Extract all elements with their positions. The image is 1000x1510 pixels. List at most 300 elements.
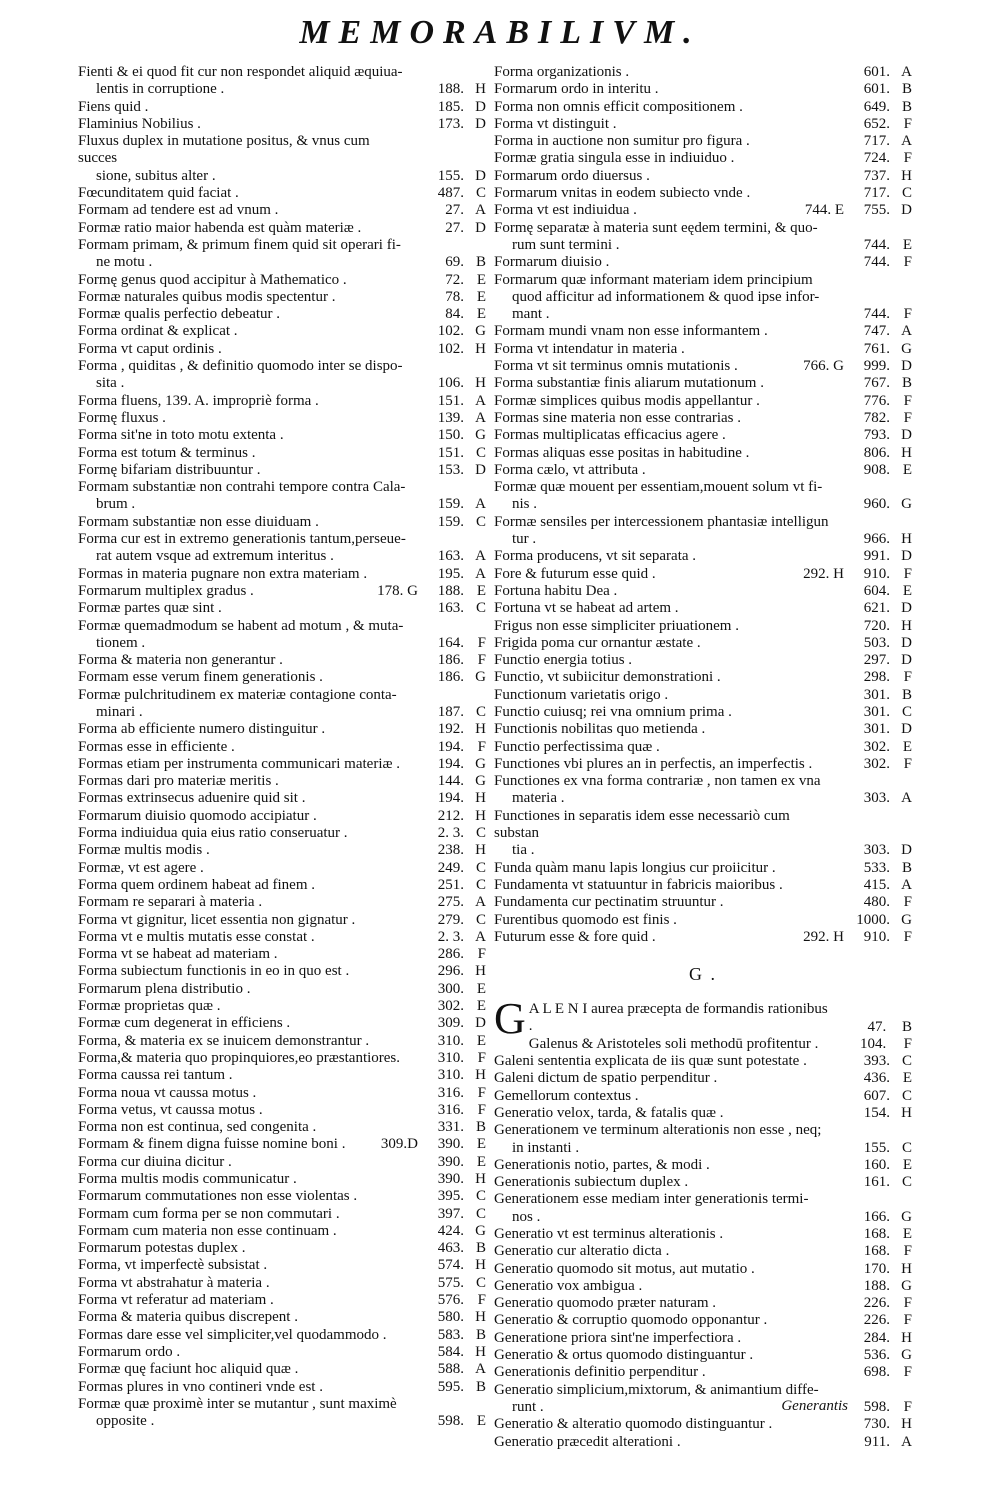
section-letter: E (902, 236, 912, 253)
section-letter: G (475, 427, 486, 444)
index-entry (78, 462, 486, 479)
index-entry (494, 116, 912, 133)
entry-text: Functio, vt subiicitur demonstrationi . (494, 669, 721, 686)
page-number: 910. (863, 565, 890, 582)
index-f-continued (494, 64, 912, 946)
index-entry (494, 1053, 912, 1070)
entry-text: Generationem ve terminum alterationis non esse , neq; (494, 1122, 822, 1139)
cross-reference: 309.D (380, 1136, 418, 1153)
index-entry (78, 1240, 486, 1257)
section-letter: F (477, 1292, 486, 1309)
page-number: 755. (863, 202, 890, 219)
index-entry (494, 358, 912, 375)
index-entry (78, 99, 486, 116)
entry-text: Fienti & ei quod fit cur non respondet aliquid æquiua- (78, 64, 403, 80)
section-letter: G (475, 773, 486, 790)
cross-reference: 178. G (377, 582, 418, 599)
entry-text: mant . (512, 306, 550, 323)
index-entry (78, 185, 486, 202)
entry-text: Futurum esse & fore quid . (494, 928, 656, 945)
entry-text: Fundamenta vt statuuntur in fabricis maioribus . (494, 876, 783, 893)
entry-text: Functio energia totius . (494, 652, 633, 669)
index-entry (494, 912, 912, 929)
index-entry (78, 1050, 486, 1067)
section-letter: D (475, 98, 486, 115)
index-entry (494, 272, 912, 324)
entry-text: Generatio cur alteratio dicta . (494, 1243, 670, 1260)
index-entry (78, 1033, 486, 1050)
page-number: 166. (863, 1208, 890, 1225)
page-number: 139. (437, 409, 464, 426)
entry-text: nos . (512, 1208, 541, 1225)
entry-text: Formarum commutationes non esse violentas . (78, 1188, 358, 1205)
section-letter: H (475, 790, 486, 807)
page-number: 160. (863, 1156, 890, 1173)
index-entry (78, 1257, 486, 1274)
page-number: 303. (863, 790, 890, 807)
section-letter: C (475, 703, 486, 720)
page-number: 188. (863, 1277, 890, 1294)
section-letter: A (901, 64, 912, 80)
page-number: 744. (863, 306, 890, 323)
section-letter: H (475, 340, 486, 357)
entry-text: Formas in materia pugnare non extra materiam . (78, 565, 368, 582)
index-entry (78, 1361, 486, 1378)
section-letter: C (475, 1274, 486, 1291)
index-entry (494, 1243, 912, 1260)
entry-text: A L E N I aurea præcepta de formandis rationibus . (528, 1001, 828, 1035)
page-number: 424. (437, 1222, 464, 1239)
index-entry (78, 825, 486, 842)
page-number: 84. (445, 306, 464, 323)
index-entry (494, 1382, 912, 1417)
page-number: 185. (437, 98, 464, 115)
entry-text: Forma in auctione non sumitur pro figura . (494, 133, 750, 150)
index-entry (78, 64, 486, 99)
page-number: 168. (863, 1243, 890, 1260)
entry-text: Forma & materia quibus discrepent . (78, 1309, 298, 1326)
index-entry (494, 1088, 912, 1105)
page-number: 652. (863, 115, 890, 132)
entry-text: Formam cum forma per se non commutari . (78, 1205, 340, 1222)
page-number: 395. (437, 1188, 464, 1205)
entry-text: Formæ proprietas quæ . (78, 998, 221, 1015)
entry-text: Formam primam, & primum finem quid sit operari fi- (78, 236, 401, 253)
index-entry (494, 756, 912, 773)
page-number: 186. (437, 652, 464, 669)
entry-text: Frigida poma cur ornantur æstate . (494, 634, 701, 651)
entry-text: Formas extrinsecus aduenire quid sit . (78, 790, 306, 807)
entry-text: ne motu . (96, 254, 153, 271)
index-entry (494, 994, 912, 1053)
page-number: 415. (863, 876, 890, 893)
page-number: 302. (863, 738, 890, 755)
entry-text: rum sunt termini . (512, 236, 620, 253)
section-letter: D (901, 358, 912, 375)
section-letter: H (475, 842, 486, 859)
index-entry (494, 566, 912, 583)
page-number: 607. (863, 1087, 890, 1104)
catchword: Generantis (781, 1398, 848, 1414)
entry-text: Formæ simplices quibus modis appellantur . (494, 392, 760, 409)
section-letter: E (902, 738, 912, 755)
page-number: 195. (437, 565, 464, 582)
index-entry (494, 81, 912, 98)
entry-text: Forma producens, vt sit separata . (494, 548, 697, 565)
page-number: 536. (863, 1347, 890, 1364)
section-letter: H (901, 444, 912, 461)
entry-text: Formarum ordo in interitu . (494, 81, 659, 98)
index-entry (494, 1364, 912, 1381)
cross-reference: 292. H (803, 565, 844, 582)
page-number: 744. (863, 236, 890, 253)
entry-text: Formę fluxus . (78, 409, 166, 426)
entry-text: Formæ cum degenerat in efficiens . (78, 1015, 291, 1032)
entry-text: Forma , quiditas , & definitio quomodo inter se dispo- (78, 358, 403, 375)
entry-text: Fore & futurum esse quid . (494, 565, 656, 582)
page-number: 188. (437, 81, 464, 98)
entry-text: Functio perfectissima quæ . (494, 738, 660, 755)
index-entry (494, 462, 912, 479)
page-number: 747. (863, 323, 890, 340)
index-entry (78, 272, 486, 289)
index-entry (494, 1312, 912, 1329)
section-letter: F (903, 1398, 912, 1415)
index-entry (494, 652, 912, 669)
index-entry (78, 445, 486, 462)
entry-text: Forma vt intendatur in materia . (494, 340, 685, 357)
entry-text: Formarum diuisio quomodo accipiatur . (78, 807, 317, 824)
section-letter: A (475, 548, 486, 565)
page-number: 310. (437, 1032, 464, 1049)
page-number: 310. (437, 1067, 464, 1084)
page-number: 154. (863, 1104, 890, 1121)
entry-text: Formas dari pro materiæ meritis . (78, 773, 279, 790)
index-entry (78, 1102, 486, 1119)
index-entry (78, 1154, 486, 1171)
page-number: 72. (445, 271, 464, 288)
entry-text: Formam & finem digna fuisse nomine boni . (78, 1136, 346, 1153)
page-number: 717. (863, 133, 890, 150)
entry-text: Generatio & ortus quomodo distinguantur . (494, 1347, 754, 1364)
entry-text: nis . (512, 496, 538, 513)
index-entry (78, 860, 486, 877)
index-entry (78, 531, 486, 566)
index-entry (78, 1015, 486, 1032)
cross-reference: 766. G (803, 358, 844, 375)
index-entry (78, 652, 486, 669)
entry-text: Functionis nobilitas quo metienda . (494, 721, 706, 738)
entry-text: tur . (512, 531, 537, 548)
index-entry (494, 669, 912, 686)
entry-text: Forma caussa rei tantum . (78, 1067, 233, 1084)
entry-text: Galeni sententia explicata de iis quæ sunt potestate . (494, 1053, 807, 1070)
section-letter: F (477, 1084, 486, 1101)
section-letter: A (475, 496, 486, 513)
page-number: 279. (437, 911, 464, 928)
page-number: 390. (437, 1171, 464, 1187)
page-number: 194. (437, 738, 464, 755)
entry-text: materia . (512, 790, 565, 807)
section-letter: A (901, 323, 912, 340)
page-number: 168. (863, 1226, 890, 1242)
entry-text: Fœcunditatem quid faciat . (78, 185, 239, 202)
index-entry (494, 1174, 912, 1191)
section-letter: F (903, 1243, 912, 1260)
section-letter: B (901, 1018, 912, 1035)
index-entry (494, 808, 912, 860)
section-letter: E (902, 1226, 912, 1242)
index-entry (78, 1119, 486, 1136)
index-entry (494, 168, 912, 185)
page-number: 584. (437, 1343, 464, 1360)
entry-text: Forma vt e multis mutatis esse constat . (78, 928, 315, 945)
entry-text: Generatio vt est terminus alterationis . (494, 1226, 724, 1242)
index-entry (78, 514, 486, 531)
index-entry (78, 116, 486, 133)
index-entry (78, 566, 486, 583)
entry-text: Forma organizationis . (494, 64, 630, 80)
entry-text: Forma subiectum functionis in eo in quo est . (78, 963, 350, 980)
section-letter: G (901, 340, 912, 357)
page-number: 436. (863, 1070, 890, 1087)
entry-text: Generatio vox ambigua . (494, 1277, 643, 1294)
index-entry (78, 1171, 486, 1188)
entry-text: Formas multiplicatas efficacius agere . (494, 427, 726, 444)
index-entry (494, 1347, 912, 1364)
entry-text: tionem . (96, 634, 146, 651)
index-entry (494, 64, 912, 81)
page-number: 601. (863, 81, 890, 98)
index-entry (494, 1157, 912, 1174)
index-entry (494, 618, 912, 635)
section-letter: H (901, 1416, 912, 1433)
page-number: 251. (437, 876, 464, 893)
index-entry (78, 600, 486, 617)
section-letter: B (901, 859, 912, 876)
section-letter: G (901, 1208, 912, 1225)
entry-text: Formas plures in vno contineri vnde est . (78, 1378, 323, 1395)
page-number: 776. (863, 392, 890, 409)
section-letter: F (903, 306, 912, 323)
section-letter: E (476, 1153, 486, 1170)
section-letter: F (903, 1035, 912, 1052)
page-number: 463. (437, 1240, 464, 1257)
index-entry (78, 427, 486, 444)
section-letter: E (476, 1032, 486, 1049)
entry-text: opposite . (96, 1413, 155, 1430)
section-letter: E (902, 461, 912, 478)
entry-text: Formæ quemadmodum se habent ad motum , & muta- (78, 617, 404, 634)
index-entry (494, 1278, 912, 1295)
index-entry (78, 756, 486, 773)
page-number: 331. (437, 1119, 464, 1136)
section-letter: G (901, 911, 912, 928)
page-number: 164. (437, 634, 464, 651)
section-letter: F (903, 254, 912, 271)
section-letter: H (475, 807, 486, 824)
section-letter: H (475, 375, 486, 392)
entry-text: Fortuna habitu Dea . (494, 582, 618, 599)
index-entry (494, 860, 912, 877)
section-letter: A (475, 409, 486, 426)
page-number: 533. (863, 859, 890, 876)
entry-text: Generationem esse mediam inter generationis termi- (494, 1191, 809, 1208)
index-entry (78, 306, 486, 323)
page-number: 2. 3. (437, 825, 464, 842)
entry-text: sione, subitus alter . (96, 167, 216, 184)
section-letter: C (475, 1188, 486, 1205)
index-entry (494, 341, 912, 358)
section-letter: F (477, 1101, 486, 1118)
section-letter: G (475, 323, 486, 340)
section-letter: C (475, 600, 486, 617)
entry-text: Fluxus duplex in mutatione positus, & vnus cum succes (78, 133, 370, 167)
index-entry (494, 894, 912, 911)
entry-text: rat autem vsque ad extremum interitus . (96, 548, 334, 565)
section-letter: F (477, 738, 486, 755)
index-entry (494, 548, 912, 565)
section-letter: C (901, 185, 912, 202)
section-letter: E (476, 582, 486, 599)
index-entry (78, 808, 486, 825)
page-number: 793. (863, 427, 890, 444)
entry-text: Forma substantiæ finis aliarum mutationum . (494, 375, 764, 392)
section-letter: G (901, 1277, 912, 1294)
section-letter: D (475, 461, 486, 478)
page-number: 194. (437, 790, 464, 807)
index-entry (78, 323, 486, 340)
entry-text: Formarum quæ informant materiam idem principium (494, 271, 813, 288)
page-number: 583. (437, 1326, 464, 1343)
page-number: 161. (863, 1174, 890, 1191)
entry-text: Generationis notio, partes, & modi . (494, 1156, 710, 1173)
entry-text: Formæ quæ mouent per essentiam,mouent solum vt fi- (494, 479, 823, 496)
index-entry (78, 790, 486, 807)
page-number: 155. (437, 167, 464, 184)
entry-text: Formas aliquas esse positas in habitudine . (494, 444, 750, 461)
index-entry (78, 1136, 486, 1153)
entry-text: Generatio & alteratio quomodo distinguantur . (494, 1416, 773, 1433)
section-letter: G (475, 669, 486, 686)
entry-text: Formæ naturales quibus modis spectentur . (78, 288, 336, 305)
index-column-right (494, 64, 912, 1451)
index-entry (78, 773, 486, 790)
page-number: 102. (437, 340, 464, 357)
index-column-left (78, 64, 486, 1430)
page-number: 159. (437, 513, 464, 530)
page-number: 999. (863, 358, 890, 375)
entry-text: Fundamenta cur pectinatim struuntur . (494, 894, 724, 911)
section-letter: D (475, 167, 486, 184)
page-number: 153. (437, 461, 464, 478)
section-letter: A (475, 928, 486, 945)
page-number: 27. (445, 219, 464, 236)
index-entry (494, 721, 912, 738)
section-letter: H (901, 167, 912, 184)
section-letter: C (475, 1205, 486, 1222)
page-number: 301. (863, 686, 890, 703)
section-letter: C (475, 513, 486, 530)
entry-text: Fiens quid . (78, 98, 149, 115)
index-entry (78, 1275, 486, 1292)
entry-text: Funda quàm manu lapis longius cur proiicitur . (494, 859, 776, 876)
index-entry (78, 393, 486, 410)
index-entry (494, 877, 912, 894)
page-number: 621. (863, 600, 890, 617)
page-number: 302. (863, 755, 890, 772)
entry-text: Forma vt est indiuidua . (494, 202, 637, 219)
section-letter: A (475, 565, 486, 582)
entry-text: Formæ partes quæ sint . (78, 600, 222, 617)
index-entry (494, 375, 912, 392)
entry-text: Gemellorum contextus . (494, 1087, 639, 1104)
index-entry (78, 842, 486, 859)
section-letter: C (901, 1087, 912, 1104)
section-letter: D (901, 600, 912, 617)
section-letter: C (475, 444, 486, 461)
index-entry (78, 687, 486, 722)
page-number: 390. (437, 1136, 464, 1153)
page-number: 106. (437, 375, 464, 392)
section-letter: D (475, 115, 486, 132)
entry-text: Generatio quomodo sit motus, aut mutatio . (494, 1260, 755, 1277)
section-letter: B (901, 375, 912, 392)
section-letter: D (901, 202, 912, 219)
index-entry (494, 99, 912, 116)
index-entry (78, 1327, 486, 1344)
page-number: 310. (437, 1049, 464, 1066)
page-number: 960. (863, 496, 890, 513)
index-entry (494, 635, 912, 652)
page-number: 730. (863, 1416, 890, 1433)
page-number: 991. (863, 548, 890, 565)
entry-text: Formas dare esse vel simpliciter,vel quodammodo . (78, 1326, 387, 1343)
entry-text: Formæ ratio maior habenda est quàm materiæ . (78, 219, 362, 236)
index-entry (78, 583, 486, 600)
index-entry (78, 1085, 486, 1102)
section-letter: B (901, 81, 912, 98)
section-letter: F (903, 928, 912, 945)
section-letter: H (475, 963, 486, 980)
section-letter: C (901, 1139, 912, 1156)
section-letter: C (475, 859, 486, 876)
section-letter: F (477, 652, 486, 669)
page-number: 151. (437, 392, 464, 409)
page-number: 212. (437, 807, 464, 824)
section-letter: E (902, 1070, 912, 1087)
index-entry (494, 929, 912, 946)
index-entry (494, 1295, 912, 1312)
index-entry (494, 410, 912, 427)
index-entry (78, 479, 486, 514)
entry-text: Formæ, vt est agere . (78, 859, 204, 876)
section-letter: H (901, 1104, 912, 1121)
index-entry (494, 1105, 912, 1122)
section-letter: H (475, 721, 486, 738)
entry-text: Galeni dictum de spatio perpenditur . (494, 1070, 718, 1087)
entry-text: Formæ qualis perfectio debeatur . (78, 306, 281, 323)
index-entry (78, 1379, 486, 1396)
page-number: 601. (863, 64, 890, 80)
index-entry (494, 323, 912, 340)
index-entry (494, 479, 912, 514)
entry-text: Flaminius Nobilius . (78, 115, 201, 132)
entry-text: Generatio velox, tarda, & fatalis quæ . (494, 1104, 724, 1121)
page-number: 300. (437, 980, 464, 997)
entry-text: Galenus & Aristoteles soli methodū profitentur . (528, 1035, 819, 1052)
page-number: 910. (863, 928, 890, 945)
